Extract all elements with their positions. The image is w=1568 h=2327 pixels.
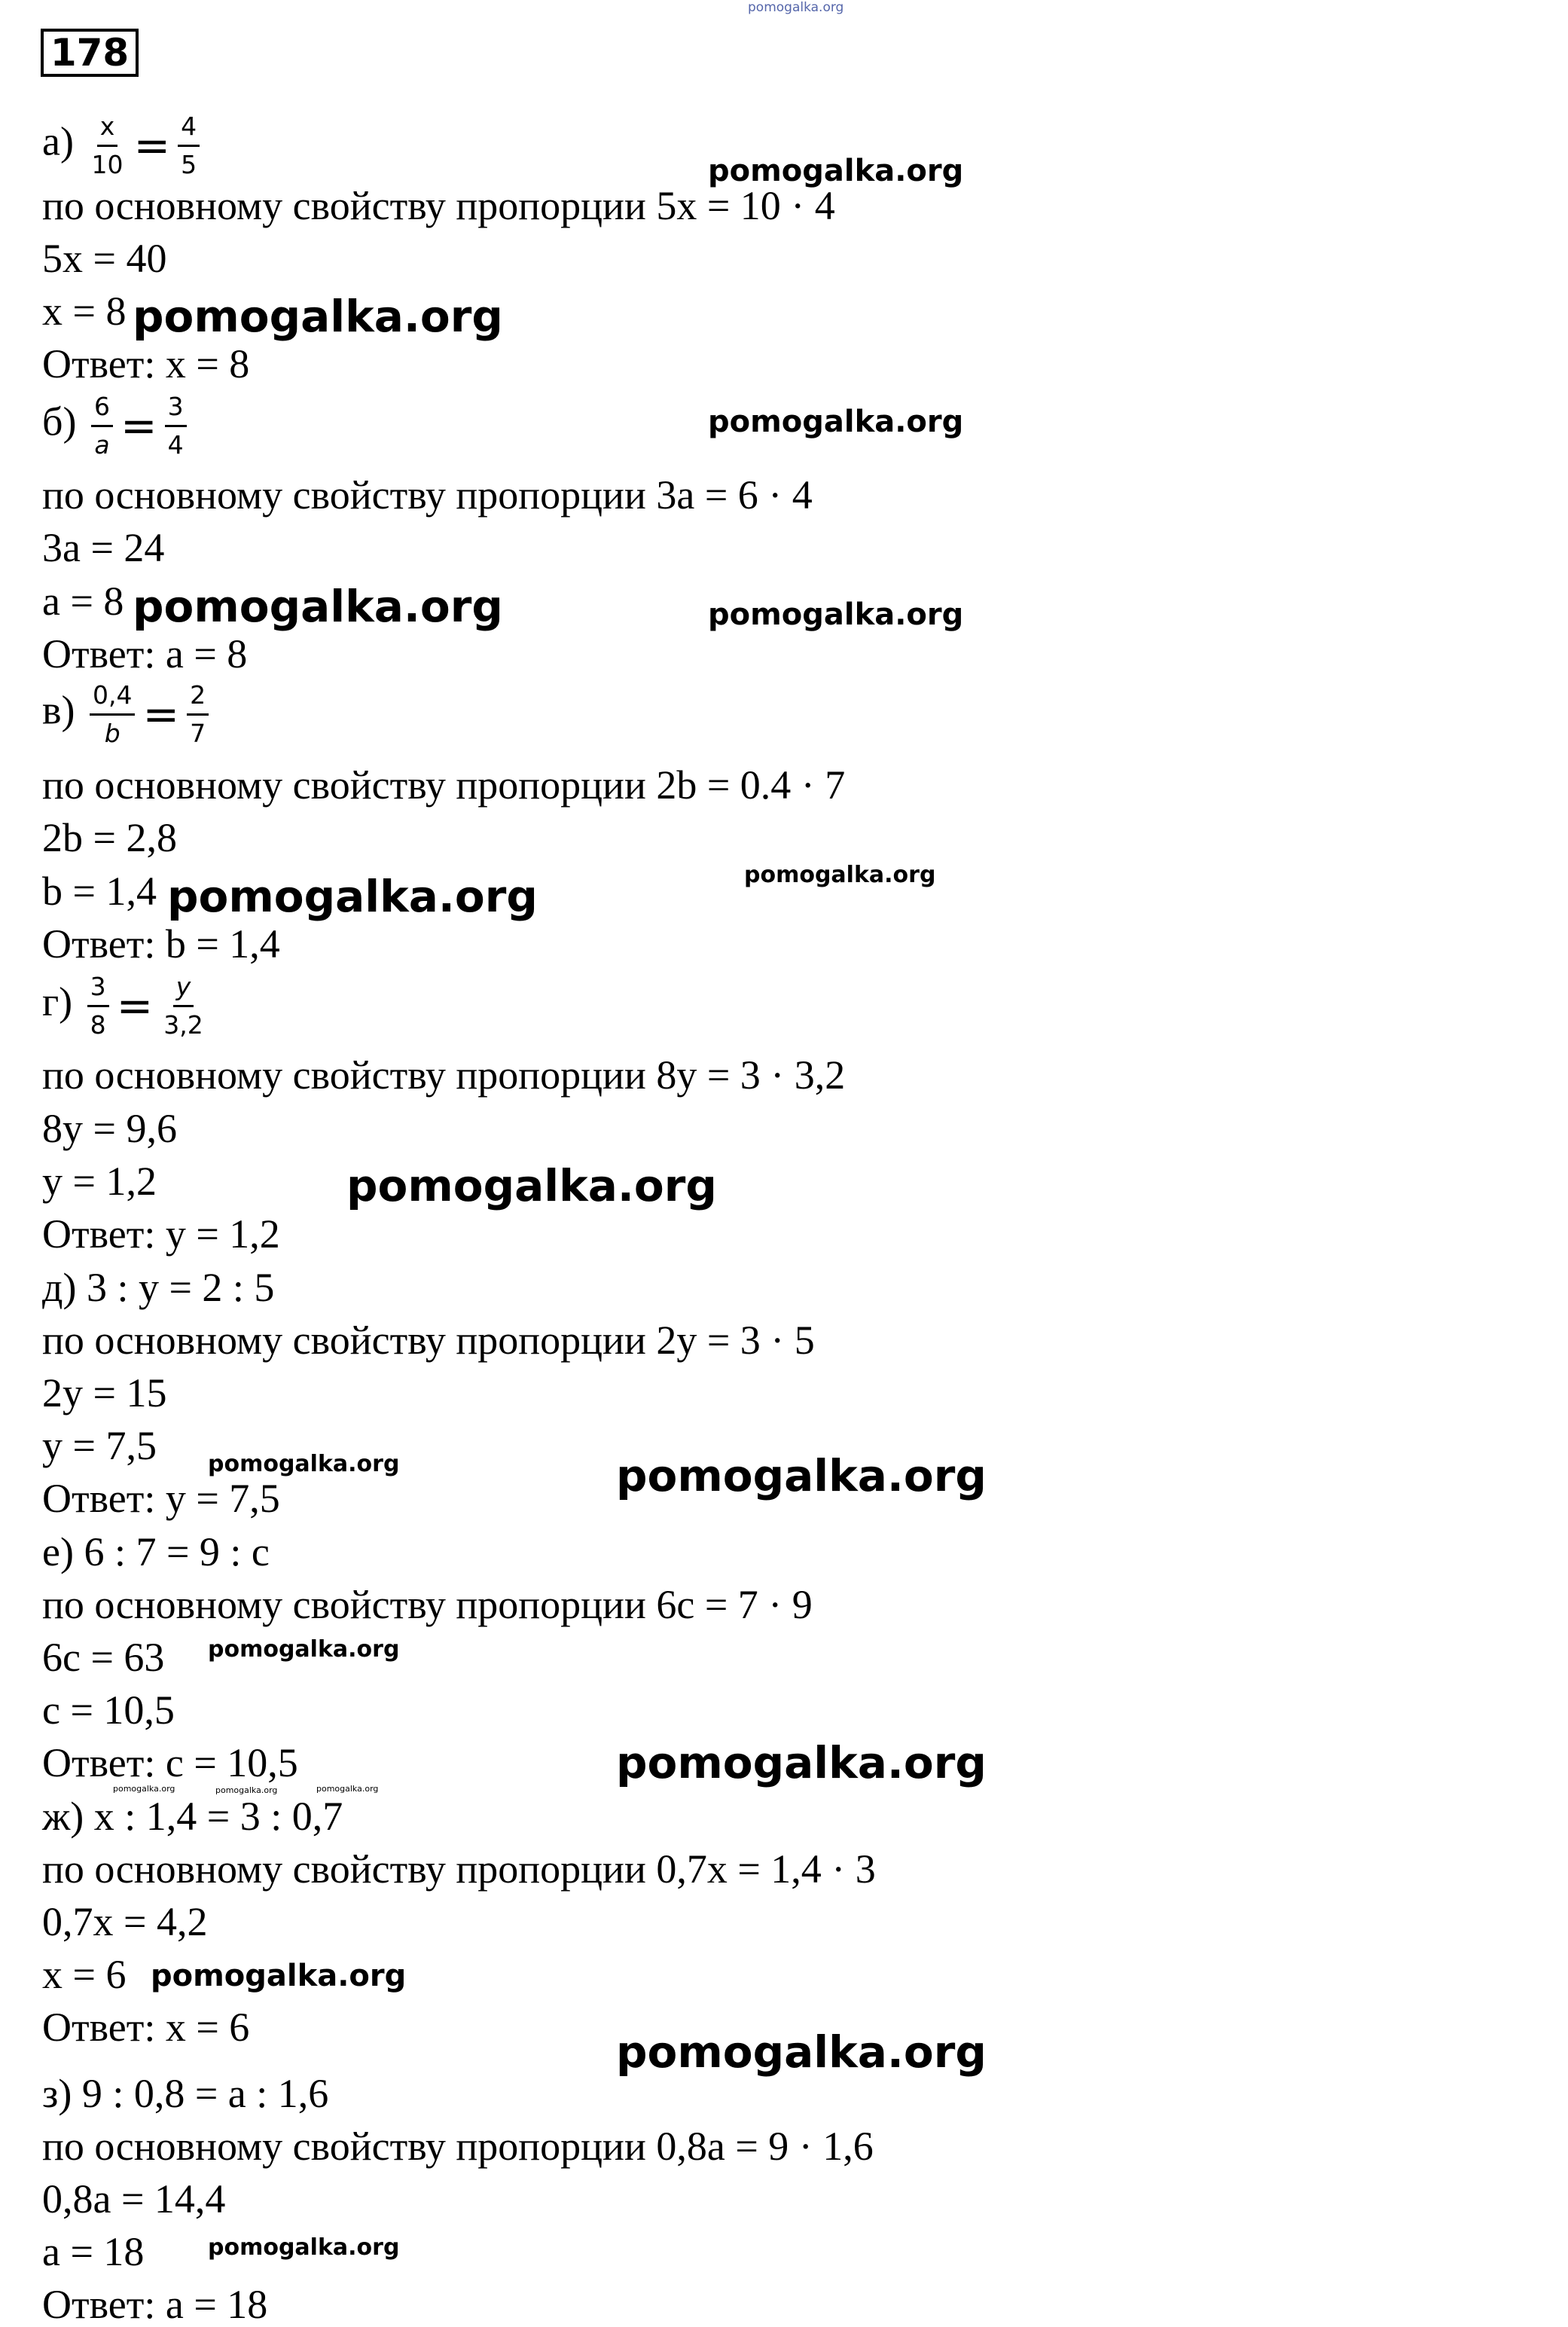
solution-line: по основному свойству пропорции 0,7x = 1,4 · 3	[42, 1846, 876, 1892]
solution-line: x = 6	[42, 1952, 127, 1997]
answer-line: Ответ: b = 1,4	[42, 921, 280, 967]
fraction-left: $\frac{6}{a}$	[91, 392, 113, 460]
equation-d: г) $\frac{3}{8}$ = $\frac{y}{3,2}$	[42, 972, 211, 1040]
watermark-top: pomogalka.org	[748, 0, 844, 15]
watermark: pomogalka.org	[744, 862, 936, 888]
watermark: pomogalka.org	[208, 2234, 400, 2261]
equation-c: в) $\frac{0,4}{b}$ = $\frac{2}{7}$	[42, 680, 213, 748]
solution-line: 2y = 15	[42, 1370, 167, 1415]
part-label: б)	[42, 399, 77, 444]
answer-line: Ответ: x = 8	[42, 341, 250, 386]
solution-line: по основному свойству пропорции 2y = 3 · 5	[42, 1318, 815, 1363]
solution-line: по основному свойству пропорции 3a = 6 · 4	[42, 472, 813, 518]
problem-number: 178	[41, 29, 139, 77]
solution-line: 2b = 2,8	[42, 815, 177, 860]
fraction-left: $\frac{3}{8}$	[87, 972, 109, 1040]
watermark-tiny: pomogalka.org	[215, 1785, 278, 1795]
equation-b: б) $\frac{6}{a}$ = $\frac{3}{4}$	[42, 392, 191, 460]
fraction-left: $\frac{0,4}{b}$	[90, 680, 135, 748]
solution-line: 5x = 40	[42, 236, 167, 281]
solution-line: x = 8	[42, 289, 127, 334]
solution-line: b = 1,4	[42, 869, 157, 914]
watermark: pomogalka.org	[616, 1450, 987, 1501]
fraction-right: $\frac{4}{5}$	[178, 111, 200, 179]
watermark: pomogalka.org	[708, 405, 964, 439]
watermark: pomogalka.org	[708, 154, 964, 188]
part-label: г)	[42, 979, 73, 1025]
watermark: pomogalka.org	[346, 1160, 717, 1211]
equation-f: е) 6 : 7 = 9 : c	[42, 1529, 270, 1574]
answer-line: Ответ: a = 8	[42, 631, 248, 676]
solution-line: по основному свойству пропорции 2b = 0.4 · 7	[42, 762, 846, 808]
equation-e: д) 3 : y = 2 : 5	[42, 1265, 275, 1310]
part-label: а)	[42, 118, 74, 164]
watermark: pomogalka.org	[208, 1636, 400, 1663]
watermark: pomogalka.org	[133, 581, 503, 632]
watermark: pomogalka.org	[133, 291, 503, 342]
solution-line: 6c = 63	[42, 1635, 165, 1680]
watermark: pomogalka.org	[151, 1959, 407, 1993]
solution-line: по основному свойству пропорции 5x = 10 · 4	[42, 183, 835, 228]
answer-line: Ответ: c = 10,5	[42, 1740, 298, 1785]
fraction-left: $\frac{x}{10}$	[91, 111, 124, 179]
solution-line: 0,8a = 14,4	[42, 2176, 226, 2222]
solution-line: 8y = 9,6	[42, 1106, 177, 1151]
answer-line: Ответ: y = 7,5	[42, 1476, 280, 1521]
solution-line: a = 8	[42, 579, 124, 624]
watermark-tiny: pomogalka.org	[316, 1784, 379, 1794]
fraction-right: $\frac{3}{4}$	[165, 392, 187, 460]
solution-line: по основному свойству пропорции 8y = 3 · 3,2	[42, 1052, 846, 1098]
equation-h: з) 9 : 0,8 = a : 1,6	[42, 2071, 329, 2116]
solution-line: y = 7,5	[42, 1423, 157, 1468]
watermark: pomogalka.org	[708, 597, 964, 632]
watermark: pomogalka.org	[616, 1737, 987, 1788]
fraction-right: $\frac{y}{3,2}$	[163, 972, 203, 1040]
equation-a: а) $\frac{x}{10}$ = $\frac{4}{5}$	[42, 111, 204, 179]
equation-g: ж) x : 1,4 = 3 : 0,7	[42, 1794, 343, 1839]
solution-line: 3a = 24	[42, 525, 165, 570]
solution-line: y = 1,2	[42, 1159, 157, 1204]
solution-line: по основному свойству пропорции 0,8a = 9 · 1,6	[42, 2124, 874, 2169]
watermark: pomogalka.org	[616, 2026, 987, 2078]
answer-line: Ответ: x = 6	[42, 2005, 250, 2050]
watermark: pomogalka.org	[167, 871, 538, 922]
watermark: pomogalka.org	[208, 1451, 400, 1477]
answer-line: Ответ: y = 1,2	[42, 1211, 280, 1257]
fraction-right: $\frac{2}{7}$	[187, 680, 209, 748]
solution-line: по основному свойству пропорции 6c = 7 · 9	[42, 1582, 813, 1627]
watermark-tiny: pomogalka.org	[113, 1784, 175, 1794]
solution-line: 0,7x = 4,2	[42, 1899, 208, 1944]
part-label: в)	[42, 687, 75, 733]
answer-line: Ответ: a = 18	[42, 2282, 268, 2327]
solution-line: a = 18	[42, 2229, 145, 2274]
solution-line: c = 10,5	[42, 1687, 175, 1733]
